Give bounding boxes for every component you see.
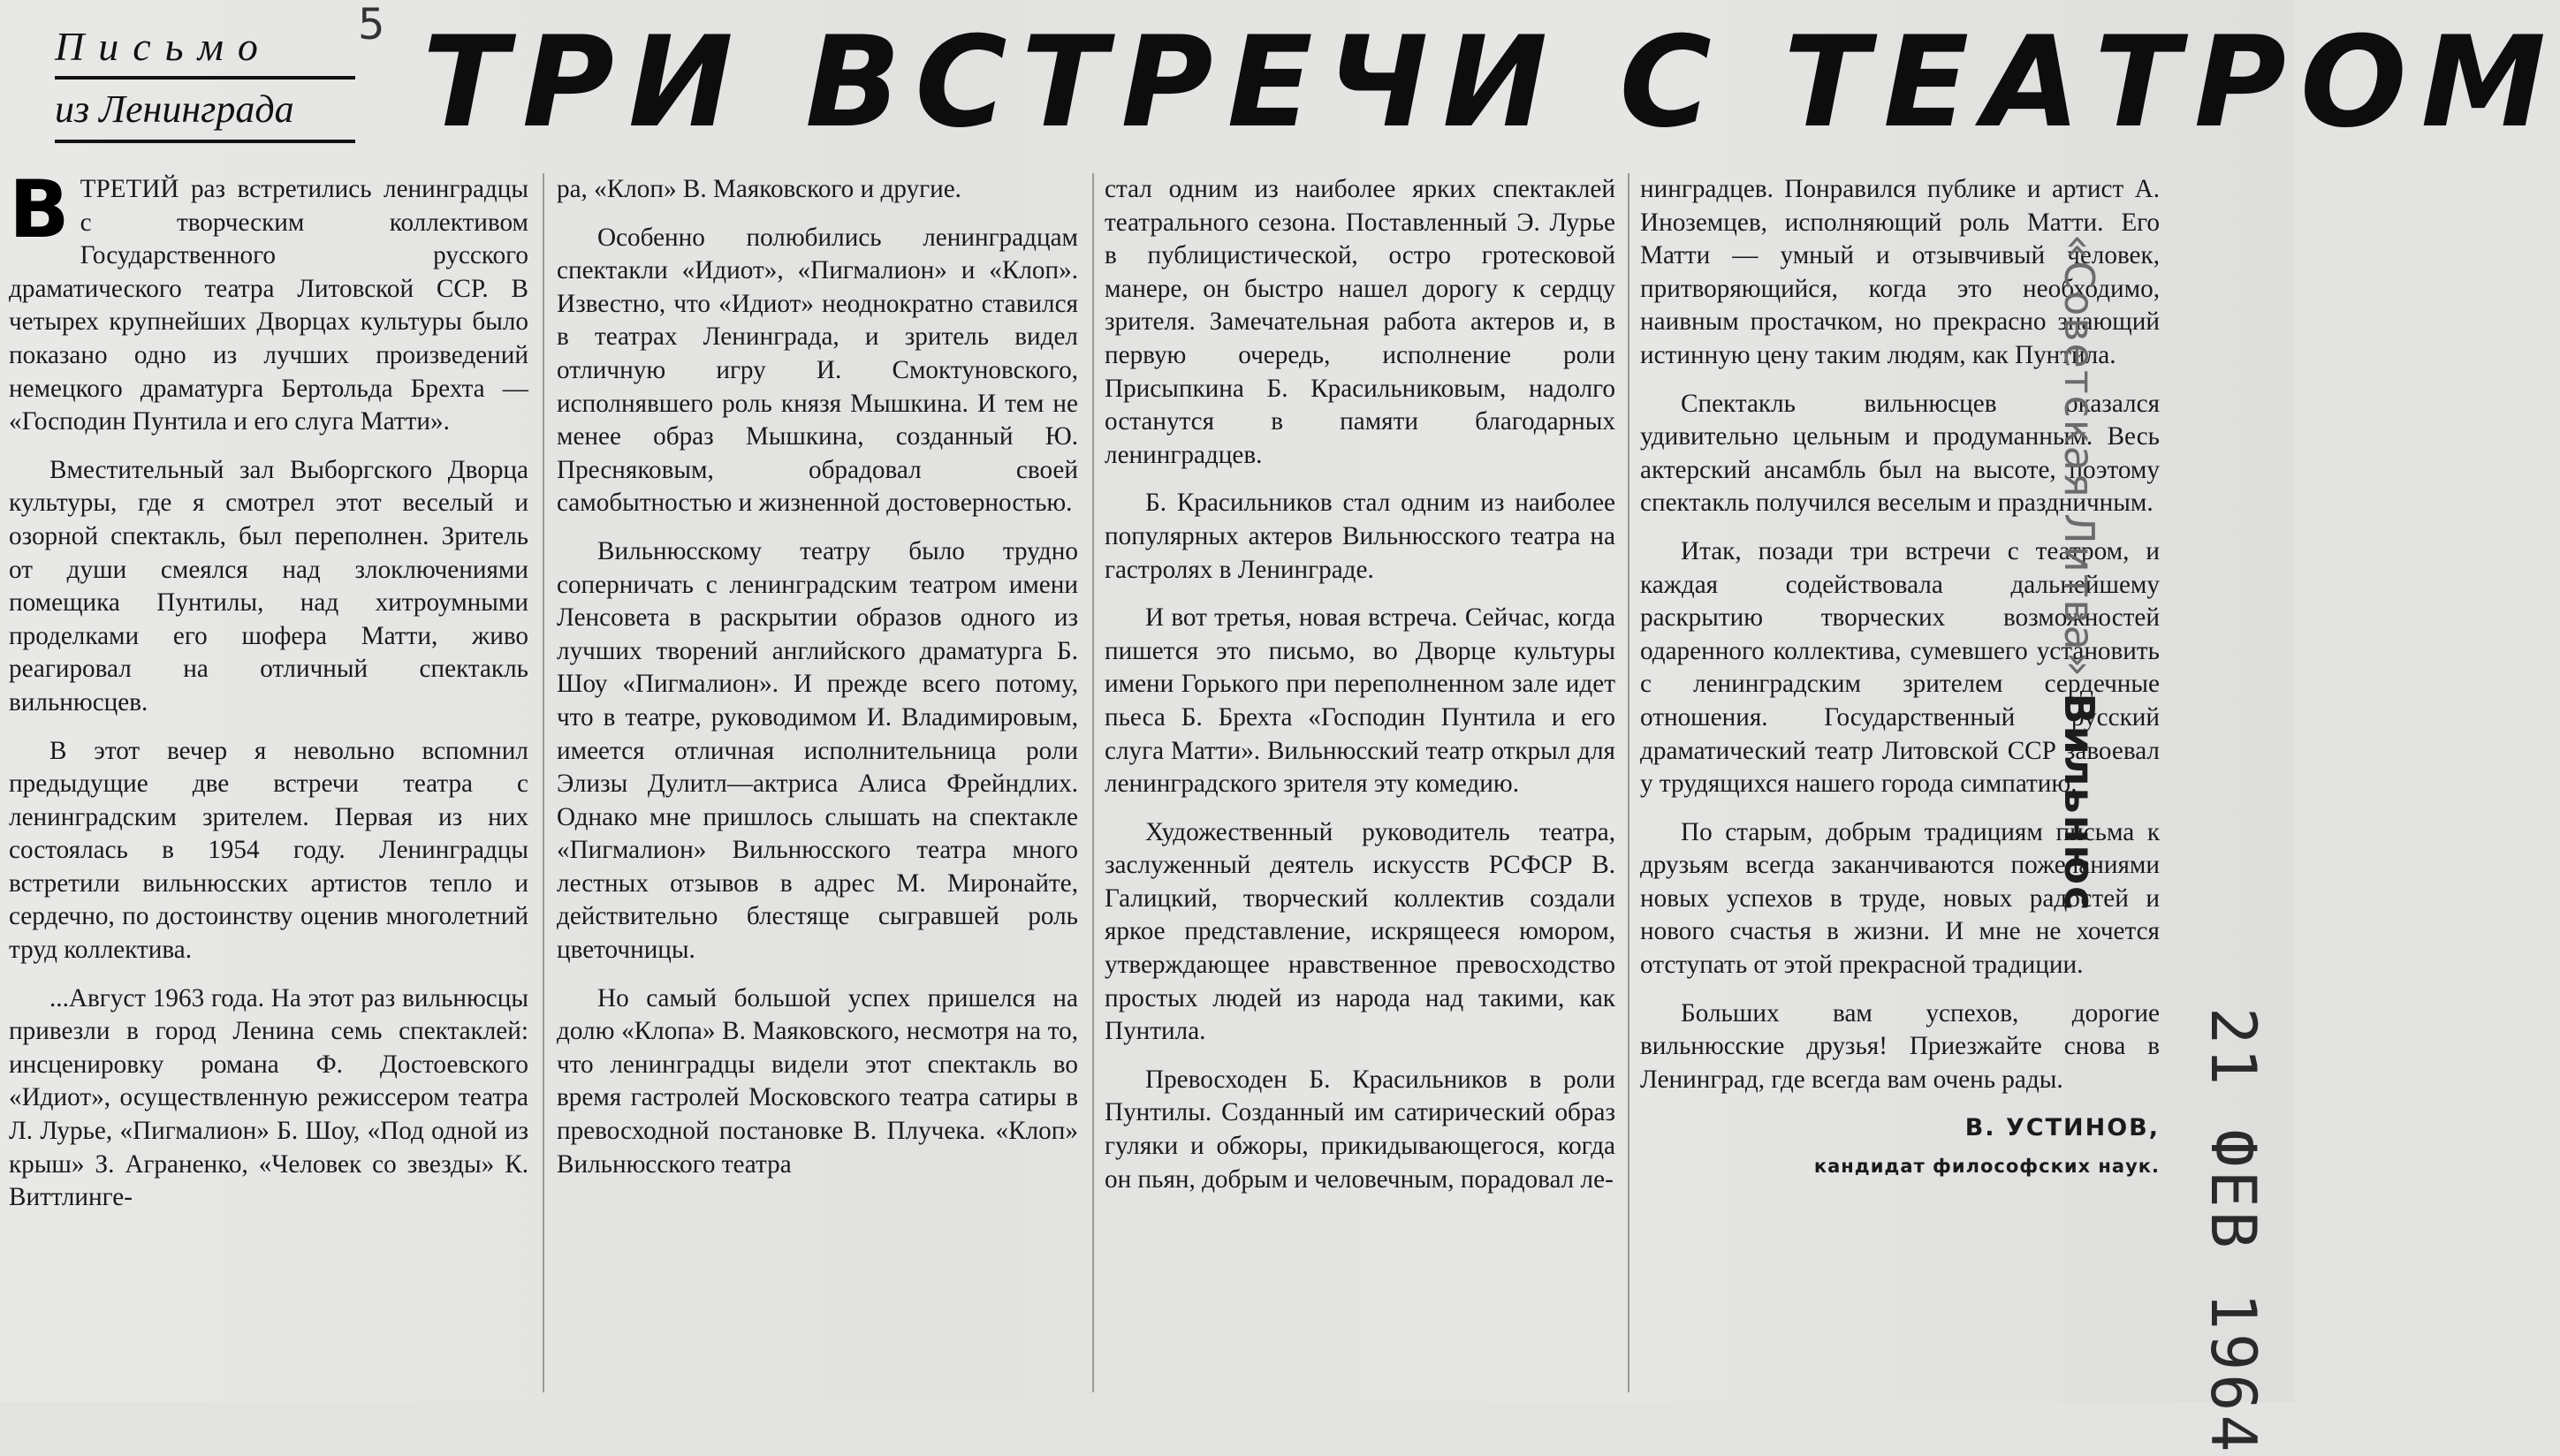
paragraph: ра, «Клоп» В. Маяковского и другие. <box>557 175 961 203</box>
paragraph: Итак, позади три встречи с театром, и каждая содействовала дальнейшему раскрытию творческих возможностей одаренного коллектива, сумевшего установить с ленинградским зрителем сердечные отношения. Государственный русский драматический театр Литовской ССР завоевал у трудящихся нашего города симпатию. <box>1640 536 2160 799</box>
handwritten-page-number: 5 <box>358 0 385 49</box>
column-divider <box>1628 173 1629 1392</box>
paragraph: ВТРЕТИЙ раз встретились ленинградцы с творческим коллективом Государственного русского драматического театра Литовской ССР. В четырех крупнейших Дворцах культуры было показано одно из лучших произведений немецкого драматурга Бертольда Брехта — «Господин Пунтила и его слуга Матти». <box>9 163 528 436</box>
column-divider <box>1092 173 1094 1392</box>
paragraph: Особенно полюбились ленинградцам спектакли «Идиот», «Пигмалион» и «Клоп». Известно, что «Идиот» неоднократно ставился в театрах Ленинграда, и зритель видел отличную игру И. Смоктуновского, исполнявшего роль князя Мышкина. И тем не менее образ Мышкина, созданный Ю. Пресняковым, обрадовал своей самобытностью и жизненной достоверностью. <box>557 223 1078 518</box>
drop-cap: В <box>9 163 70 256</box>
column-divider <box>543 173 544 1392</box>
article-column-2 <box>557 173 1078 1196</box>
headline: ТРИ ВСТРЕЧИ С ТЕАТРОМ <box>422 10 2560 155</box>
article-column-1 <box>9 163 528 1230</box>
newspaper-name-stamp <box>2055 234 2103 913</box>
author-signature: В. УСТИНОВ, <box>1964 1114 2160 1142</box>
paragraph: стал одним из наиболее ярких спектаклей театрального сезона. Поставленный Э. Лурье в публицистической, остро гротесковой манере, он быстро нашел дорогу к сердцу зрителя. Замечательная работа актеров и, в первую очередь, исполнение роли Присыпкина Б. Красильниковым, надолго останутся в памяти благодарных ленинградцев. <box>1105 175 1615 469</box>
stamp-city: Вильнюс <box>2055 693 2103 913</box>
rubric <box>55 21 355 143</box>
paragraph: В этот вечер я невольно вспомнил предыдущие две встречи театра с ленинградским зрителем. Первая из них состоялась в 1954 году. Ленинградцы встретили вильнюсских артистов тепло и сердечно, по достоинству оценив многолетний труд коллектива. <box>9 736 528 965</box>
author-title: кандидат философских наук. <box>1813 1156 2160 1178</box>
paragraph: Вильнюсскому театру было трудно соперничать с ленинградским театром имени Ленсовета в раскрытии образов одного из лучших творений английского драматурга Б. Шоу «Пигмалион». И прежде всего потому, что в театре, руководимом И. Владимировым, имеется отличная исполнительница роли Элизы Дулитл—актриса Алиса Фрейндлих. Однако мне пришлось слышать на спектакле «Пигмалион» Вильнюсского театра много лестных отзывов в адрес М. Миронайте, действительно блестяще сыгравшей роль цветочницы. <box>557 536 1078 965</box>
paragraph: Превосходен Б. Красильников в роли Пунтилы. Созданный им сатирический образ гуляки и обжоры, прикидывающегося, когда он пьян, добрым и человечным, порадовал ле- <box>1105 1065 1615 1194</box>
date-stamp: 21 ФЕВ 1964 <box>2197 1007 2269 1456</box>
paragraph: нинградцев. Понравился публике и артист А. Иноземцев, исполняющий роль Матти. Его Матти — умный и отзывчивый человек, притворяющийся, когда это необходимо, наивным простачком, но прекрасно знающий истинную цену таким людям, как Пунтила. <box>1640 175 2160 369</box>
rubric-rule <box>55 76 355 80</box>
rubric-line-1: Письмо <box>55 24 272 69</box>
rubric-rule-bottom <box>55 140 355 143</box>
paragraph: Спектакль вильнюсцев оказался удивительно цельным и продуманным. Весь актерский ансамбль был на высоте, поэтому спектакль получился веселым и праздничным. <box>1640 389 2160 518</box>
article-column-3 <box>1105 173 1615 1211</box>
rubric-line-2: из Ленинграда <box>55 87 294 131</box>
paragraph: Но самый большой успех пришелся на долю «Клопа» В. Маяковского, несмотря на то, что ленинградцы видели этот спектакль во время гастролей Московского театра сатиры в превосходной постановке В. Плучека. «Клоп» Вильнюсского театра <box>557 983 1078 1179</box>
paragraph: Вместительный зал Выборгского Дворца культуры, где я смотрел этот веселый и озорной спектакль, был переполнен. Зритель от души смеялся над злоключениями помещика Пунтилы, над хитроумными проделками его шофера Матти, живо реагировал на отличный спектакль вильнюсцев. <box>9 455 528 717</box>
paragraph: Больших вам успехов, дорогие вильнюсские друзья! Приезжайте снова в Ленинград, где всегда вам очень рады. <box>1640 998 2160 1094</box>
paragraph: Б. Красильников стал одним из наиболее популярных актеров Вильнюсского театра на гастролях в Ленинграде. <box>1105 489 1615 584</box>
paragraph: По старым, добрым традициям письма к друзьям всегда заканчиваются пожеланиями новых успехов в труде, новых радостей и нового счастья в жизни. И мне не хочется отступать от этой прекрасной традиции. <box>1640 817 2160 980</box>
paragraph: ...Август 1963 года. На этот раз вильнюсцы привезли в город Ленина семь спектаклей: инсценировку романа Ф. Достоевского «Идиот», осуществленную режиссером театра Л. Лурье, «Пигмалион» Б. Шоу, «Под одной из крыш» З. Аграненко, «Человек со звезды» К. Виттлинге- <box>9 983 528 1212</box>
paragraph: Художественный руководитель театра, заслуженный деятель искусств РСФСР В. Галицкий, творческий коллектив создали яркое представление, искрящееся юмором, утверждающее нравственное превосходство простых людей из народа над такими, как Пунтила. <box>1105 817 1615 1046</box>
paragraph: И вот третья, новая встреча. Сейчас, когда пишется это письмо, во Дворце культуры имени Горького при переполненном зале идет пьеса Б. Брехта «Господин Пунтила и его слуга Матти». Вильнюсский театр открыл для ленинградского зрителя эту комедию. <box>1105 603 1615 799</box>
stamp-paper-name: «Советская Литва» <box>2055 234 2103 679</box>
